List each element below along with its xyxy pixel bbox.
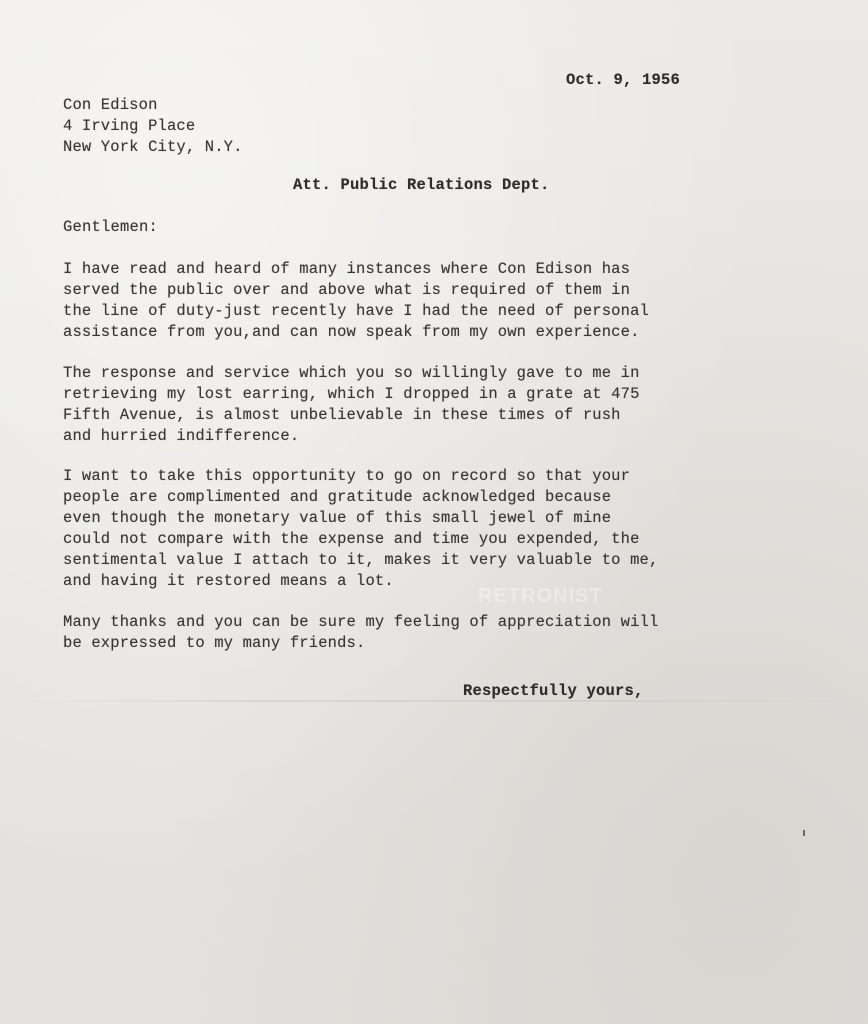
paragraph-line: the line of duty-just recently have I had the need of personal [63,302,649,320]
address-line: 4 Irving Place [63,117,196,135]
letter-date: Oct. 9, 1956 [566,71,681,89]
closing: Respectfully yours, [463,682,644,700]
watermark: RETRONIST [478,585,603,607]
paragraph-2 [63,363,640,447]
attention-line: Att. Public Relations Dept. [293,176,550,194]
paragraph-line: be expressed to my many friends. [63,634,366,652]
ink-speck [803,830,805,836]
paragraph-line: and having it restored means a lot. [63,572,394,590]
paper-fold [0,700,868,702]
paragraph-line: Many thanks and you can be sure my feeling of appreciation will [63,613,659,631]
paragraph-line: served the public over and above what is required of them in [63,281,631,299]
paragraph-line: Fifth Avenue, is almost unbelievable in these times of rush [63,406,621,424]
paragraph-line: I want to take this opportunity to go on record so that your [63,467,631,485]
salutation: Gentlemen: [63,218,159,236]
paragraph-line: assistance from you,and can now speak from my own experience. [63,323,640,341]
address-line: Con Edison [63,96,158,114]
paragraph-line: even though the monetary value of this small jewel of mine [63,509,612,527]
paragraph-3 [63,466,658,592]
paragraph-line: I have read and heard of many instances where Con Edison has [63,260,631,278]
paragraph-line: and hurried indifference. [63,427,300,445]
paragraph-line: could not compare with the expense and time you expended, the [63,530,640,548]
recipient-address [63,95,243,158]
paragraph-1 [63,259,649,343]
paragraph-line: sentimental value I attach to it, makes it very valuable to me, [63,551,659,569]
paragraph-4 [63,612,658,654]
paragraph-line: people are complimented and gratitude acknowledged because [63,488,612,506]
paragraph-line: The response and service which you so willingly gave to me in [63,364,640,382]
address-line: New York City, N.Y. [63,138,243,156]
paragraph-line: retrieving my lost earring, which I dropped in a grate at 475 [63,385,640,403]
